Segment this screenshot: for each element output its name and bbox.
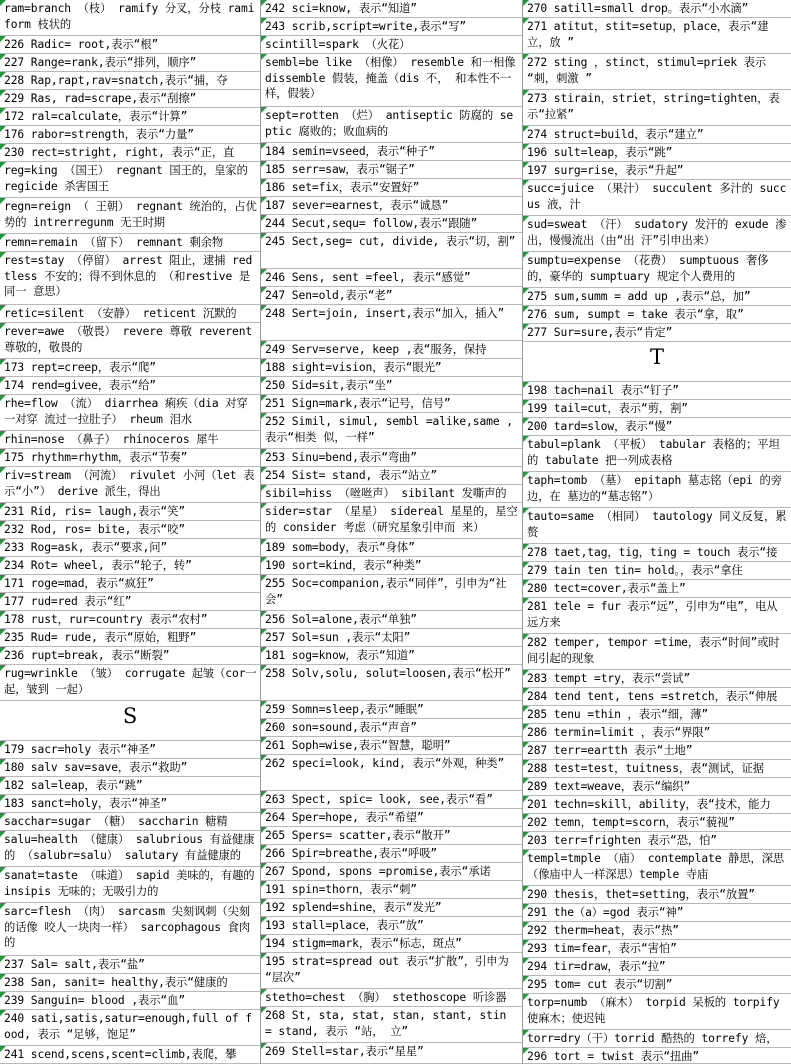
word-root-entry: 196 sult=leap，表示“跳” <box>523 144 791 162</box>
word-root-entry: 247 Sen=old,表示“老” <box>261 287 522 305</box>
word-root-entry: regn=reign （ 王朝） regnant 统治的，占优势的 intrerregunm 无王时期 <box>0 198 260 234</box>
word-root-entry: 268 St, sta, stat, stan, stant, stin = stand, 表示 “站， 立” <box>261 1007 522 1043</box>
word-root-entry: 266 Spir=breathe,表示“呼吸” <box>261 845 522 863</box>
word-root-entry: 194 stigm=mark，表示“标志，斑点” <box>261 935 522 953</box>
word-root-entry: 189 som=body，表示“身体” <box>261 539 522 557</box>
word-root-entry: 289 text=weave，表示“编织” <box>523 778 791 796</box>
word-root-entry: 193 stall=place，表示“放” <box>261 917 522 935</box>
word-root-entry: 259 Somn=sleep,表示“睡眠” <box>261 701 522 719</box>
word-root-entry: 229 Ras, rad=scrape,表示“刮擦” <box>0 90 260 108</box>
word-root-entry: 251 Sign=mark,表示“记号，信号” <box>261 395 522 413</box>
word-root-entry: 235 Rud= rude, 表示“原始，粗野” <box>0 629 260 647</box>
word-root-entry: 252 Simil, simul, sembl =alike,same ,表示“相类 似，一样” <box>261 413 522 449</box>
word-root-entry: 181 sog=know，表示“知道” <box>261 647 522 665</box>
word-root-entry: 175 rhythm=rhythm，表示“节奏” <box>0 449 260 467</box>
word-root-entry: rug=wrinkle （皱） corrugate 起皱（cor一起，皱到 一起） <box>0 665 260 701</box>
word-root-entry: 179 sacr=holy 表示“神圣” <box>0 741 260 759</box>
word-root-entry: 243 scrib,script=write,表示“写” <box>261 18 522 36</box>
word-root-entry: 172 ral=calculate，表示“计算” <box>0 108 260 126</box>
word-root-entry: 291 the（a）=god 表示“神” <box>523 904 791 922</box>
word-root-entry: 234 Rot= wheel, 表示“轮子，转” <box>0 557 260 575</box>
column-2 <box>261 0 523 1064</box>
word-root-entry: rhin=nose （鼻子） rhinoceros 犀牛 <box>0 431 260 449</box>
word-root-entry: 278 taet,tag，tig，ting = touch 表示“接 <box>523 544 791 562</box>
word-root-entry: 246 Sens, sent =feel, 表示“感觉” <box>261 269 522 287</box>
word-root-entry: 232 Rod, ros= bite, 表示“咬” <box>0 521 260 539</box>
word-root-entry: 241 scend,scens,scent=climb,表爬，攀 <box>0 1046 260 1064</box>
word-root-entry: torp=numb （麻木） torpid 呆板的 torpify 使麻木；使迟钝 <box>523 994 791 1030</box>
word-root-entry: 257 Sol=sun ,表示“太阳” <box>261 629 522 647</box>
word-root-entry: 269 Stell=star,表示“星星” <box>261 1043 522 1064</box>
word-root-entry: 267 Spond, spons =promise,表示“承诺 <box>261 863 522 881</box>
word-root-entry: 280 tect=cover,表示“盖上” <box>523 580 791 598</box>
word-root-entry: 240 sati,satis,satur=enough,full of food, 表示 “足够，饱足” <box>0 1010 260 1046</box>
word-root-entry: 178 rust，rur=country 表示“农村” <box>0 611 260 629</box>
word-root-entry: 276 sum, sumpt = take 表示“拿，取” <box>523 306 791 324</box>
word-root-entry: sept=rotten （烂） antiseptic 防腐的 septic 腐败的；败血病的 <box>261 107 522 143</box>
column-1 <box>0 0 261 1064</box>
word-root-entry: 238 San, sanit= healthy,表示“健康的 <box>0 974 260 992</box>
word-root-entry: 270 satill=small drop。表示“小水滴” <box>523 0 791 18</box>
word-root-entry: 265 Spers= scatter,表示“散开” <box>261 827 522 845</box>
word-root-entry: 260 son=sound,表示“声音” <box>261 719 522 737</box>
word-root-entry: 173 rept=creep，表示“爬” <box>0 359 260 377</box>
word-root-entry: sud=sweat （汗） sudatory 发汗的 exude 渗出，慢慢流出（由“出 汗”引申出来） <box>523 216 791 252</box>
word-root-entry: riv=stream （河流） rivulet 小河（let 表示“小”） derive 派生，得出 <box>0 467 260 503</box>
word-root-entry: 262 speci=look, kind, 表示“外观，种类” <box>261 755 522 791</box>
word-root-entry: 253 Sinu=bend,表示“弯曲” <box>261 449 522 467</box>
word-root-entry: 287 terr=eartth 表示“土地” <box>523 742 791 760</box>
word-root-entry: 249 Serv=serve, keep ,表“服务，保持 <box>261 341 522 359</box>
word-root-entry: tabul=plank （平板） tabular 表格的；平坦的 tabulate 把一列成表格 <box>523 436 791 472</box>
word-root-entry: 176 rabor=strength，表示“力量” <box>0 126 260 144</box>
word-root-entry: 295 tom= cut 表示“切割” <box>523 976 791 994</box>
word-root-entry: taph=tomb （墓） epitaph 墓志铭（epi 的旁边，在 墓边的“墓志铭”） <box>523 472 791 508</box>
word-root-entry: 185 serr=saw，表示“锯子” <box>261 161 522 179</box>
word-root-entry: 192 splend=shine，表示“发光” <box>261 899 522 917</box>
word-root-entry: 282 temper, tempor =time，表示“时间”或时 间引起的现象 <box>523 634 791 670</box>
word-root-entry: sacchar=sugar （糖） saccharin 糖精 <box>0 813 260 831</box>
section-letter-heading: S <box>0 701 260 741</box>
word-root-entry: 190 sort=kind，表示“种类” <box>261 557 522 575</box>
word-root-entry: 198 tach=nail 表示“钉子” <box>523 382 791 400</box>
word-root-entry: 195 strat=spread out 表示“扩散”，引申为 “层次” <box>261 953 522 989</box>
word-root-entry: ram=branch （枝） ramify 分叉，分枝 ramiform 枝状的 <box>0 0 260 36</box>
word-root-entry: 233 Rog=ask, 表示“要求,问” <box>0 539 260 557</box>
word-root-entry: 201 techn=skill，ability，表“技术，能力 <box>523 796 791 814</box>
word-root-entry: 245 Sect,seg= cut, divide, 表示“切，割” <box>261 233 522 269</box>
word-root-entry: 254 Sist= stand, 表示“站立” <box>261 467 522 485</box>
word-root-entry: 174 rend=givee，表示“给” <box>0 377 260 395</box>
word-root-entry: 273 stirain，striet，string=tighten，表示“拉紧” <box>523 90 791 126</box>
word-root-entry: 182 sal=leap，表示“跳” <box>0 777 260 795</box>
word-root-entry: 191 spin=thorn，表示“刺” <box>261 881 522 899</box>
word-root-entry: 296 tort = twist 表示“扭曲” <box>523 1048 791 1064</box>
word-root-entry: 188 sight=vision，表示“眼光” <box>261 359 522 377</box>
word-root-entry: 290 thesis，thet=setting，表示“放置” <box>523 886 791 904</box>
word-root-entry: rhe=flow （流） diarrhea 痢疾（dia 对穿一对穿 流过一拉肚子） rheum 泪水 <box>0 395 260 431</box>
word-root-entry: 177 rud=red 表示“红” <box>0 593 260 611</box>
word-root-entry: 197 surg=rise，表示“升起” <box>523 162 791 180</box>
word-root-entry: 264 Sper=hope, 表示“希望” <box>261 809 522 827</box>
word-root-entry: 284 tend tent, tens =stretch，表示“伸展 <box>523 688 791 706</box>
word-root-entry: 203 terr=frighten 表示“恐，怕” <box>523 832 791 850</box>
word-root-entry: salu=health （健康） salubrious 有益健康的 （salubr=salu） salutary 有益健康的 <box>0 831 260 867</box>
word-root-entry: 230 rect=stright, right, 表示“正，直 <box>0 144 260 162</box>
word-root-entry: 187 sever=earnest，表示“诚恳” <box>261 197 522 215</box>
word-root-entry: 202 temn，tempt=scorn，表示“藐视” <box>523 814 791 832</box>
word-root-entry: 228 Rap,rapt,rav=snatch,表示“捕，夺 <box>0 72 260 90</box>
word-root-entry: stetho=chest （胸） stethoscope 听诊器 <box>261 989 522 1007</box>
word-root-entry: tauto=same （相同） tautology 同义反复，累赘 <box>523 508 791 544</box>
word-root-entry: 281 tele = fur 表示“远”，引申为“电”，电从 远方来 <box>523 598 791 634</box>
word-root-entry: 256 Sol=alone,表示“单独” <box>261 611 522 629</box>
word-root-entry: 200 tard=slow，表示“慢” <box>523 418 791 436</box>
word-root-entry: sanat=taste （味道） sapid 美味的，有趣的 insipis 无味的；无吸引力的 <box>0 867 260 903</box>
word-root-entry: 275 sum,summ = add up ,表示“总，加” <box>523 288 791 306</box>
word-root-entry: sibil=hiss （咝咝声） sibilant 发嘶声的 <box>261 485 522 503</box>
word-root-entry: sembl=be like （相像） resemble 和一相像 dissemble 假装，掩盖（dis 不， 和本性不一样，假装） <box>261 54 522 107</box>
word-root-entry: 293 tim=fear，表示“害怕” <box>523 940 791 958</box>
word-root-entry: 226 Radic= root,表示“根” <box>0 36 260 54</box>
word-root-entry: 184 semin=vseed，表示“种子” <box>261 143 522 161</box>
word-root-entry: 272 sting ，stinct，stimul=priek 表示 “刺，刺激 ” <box>523 54 791 90</box>
word-root-entry: 236 rupt=break, 表示“断裂” <box>0 647 260 665</box>
word-root-entry: rever=awe （敬畏） revere 尊敬 reverent 尊敬的，敬畏的 <box>0 323 260 359</box>
word-root-entry: 279 tain ten tin= hold。，表示“拿住 <box>523 562 791 580</box>
word-root-entry: sider=star （星星） sidereal 星星的，星空的 consider 考虑（研究星象引申而 来） <box>261 503 522 539</box>
word-root-entry: sumptu=expense （花费） sumptuous 奢侈的，豪华的 sumptuary 规定个人费用的 <box>523 252 791 288</box>
word-root-entry: scintill=spark （火花） <box>261 36 522 54</box>
word-root-entry: 231 Rid, ris= laugh,表示“笑” <box>0 503 260 521</box>
word-root-entry: 285 tenu =thin ，表示“细，薄” <box>523 706 791 724</box>
word-root-entry: 292 therm=heat，表示“热” <box>523 922 791 940</box>
word-root-entry: 248 Sert=join, insert,表示“加入，插入” <box>261 305 522 341</box>
word-root-entry: reg=king （国王） regnant 国王的，皇家的 regicide 杀害国王 <box>0 162 260 198</box>
word-root-entry: 263 Spect, spic= look, see,表示“看” <box>261 791 522 809</box>
word-root-entry: 258 Solv,solu, solut=loosen,表示“松开” <box>261 665 522 701</box>
word-root-entry: 288 test=test，tuitness，表“测试，证据 <box>523 760 791 778</box>
word-root-entry: 183 sanct=holy，表示“神圣” <box>0 795 260 813</box>
word-root-entry: torr=dry（干）torrid 酷热的 torrefy 焙， <box>523 1030 791 1048</box>
word-root-entry: 255 Soc=companion,表示“同伴”，引申为“社 会” <box>261 575 522 611</box>
word-root-entry: remn=remain （留下） remnant 剩余物 <box>0 234 260 252</box>
word-root-entry: 227 Range=rank,表示“排列，顺序” <box>0 54 260 72</box>
word-root-entry: rest=stay （停留） arrest 阻止，逮捕 redtless 不安的；得不到休息的 （和restive 是同一 意思） <box>0 252 260 305</box>
word-root-entry: 239 Sanguin= blood ,表示“血” <box>0 992 260 1010</box>
word-root-entry: retic=silent （安静） reticent 沉默的 <box>0 305 260 323</box>
word-root-entry: 180 salv sav=save，表示“救助” <box>0 759 260 777</box>
word-root-entry: 186 set=fix，表示“安置好” <box>261 179 522 197</box>
word-root-entry: templ=tmple （庙） contemplate 静思，深思（像庙中人一样深思）temple 寺庙 <box>523 850 791 886</box>
column-3 <box>523 0 791 1064</box>
word-root-entry: 244 Secut,sequ= follow,表示“跟随” <box>261 215 522 233</box>
word-root-entry: 274 struct=build，表示“建立” <box>523 126 791 144</box>
word-root-entry: 286 termin=limit ，表示“界限” <box>523 724 791 742</box>
word-root-entry: succ=juice （果汁） succulent 多汁的 succus 液，汁 <box>523 180 791 216</box>
word-root-entry: 261 Soph=wise,表示“智慧，聪明” <box>261 737 522 755</box>
section-letter-heading: T <box>523 342 791 382</box>
word-root-entry: 237 Sal= salt,表示“盐” <box>0 956 260 974</box>
word-root-entry: 250 Sid=sit,表示“坐” <box>261 377 522 395</box>
word-root-entry: 242 sci=know, 表示“知道” <box>261 0 522 18</box>
word-root-entry: 277 Sur=sure,表示“肯定” <box>523 324 791 342</box>
word-root-entry: 171 roge=mad，表示“疯狂” <box>0 575 260 593</box>
word-root-entry: 283 tempt =try，表示“尝试” <box>523 670 791 688</box>
word-root-entry: sarc=flesh （肉） sarcasm 尖刻讽刺（尖刻的话像 咬人一块肉一样） sarcophagous 食肉的 <box>0 903 260 956</box>
word-root-entry: 199 tail=cut，表示“剪，割” <box>523 400 791 418</box>
word-root-entry: 294 tir=draw，表示“拉” <box>523 958 791 976</box>
word-root-entry: 271 atitut，stit=setup，place，表示“建立，放 ” <box>523 18 791 54</box>
